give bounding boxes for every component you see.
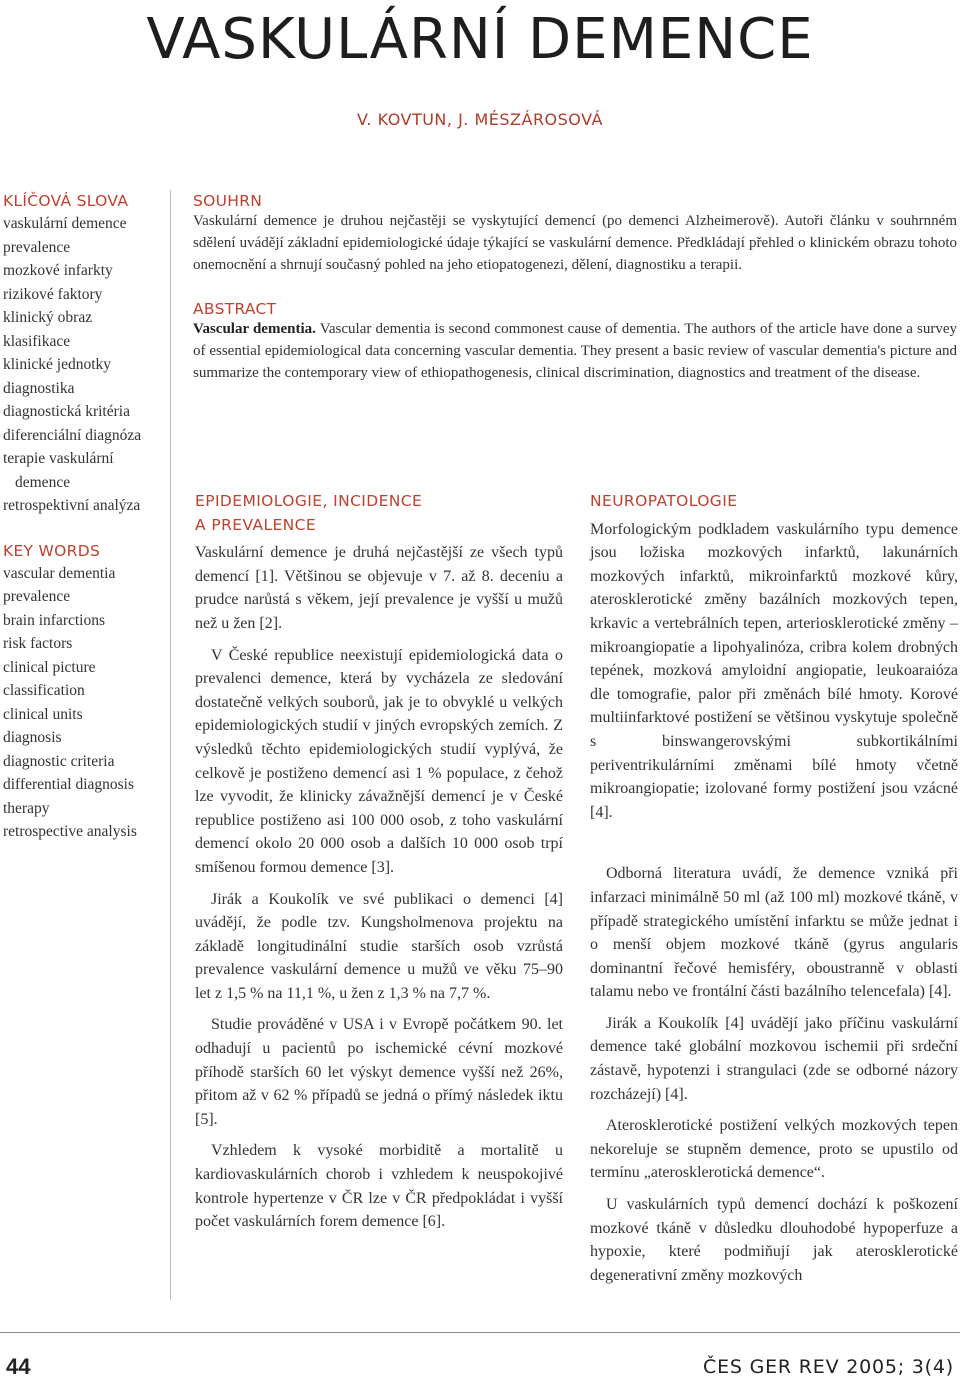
keywords-cz-list (3, 212, 163, 518)
keyword-cz: vaskulární demence (3, 215, 127, 232)
paragraph: Aterosklerotické postižení velkých mozkových tepen nekoreluje se stupněm demence, proto se upustilo od termínu „aterosklerotická demence“. (590, 1117, 958, 1182)
abstract-text (193, 318, 957, 384)
abstract-lead: Vascular dementia. (193, 321, 316, 337)
page-number: 44 (6, 1354, 31, 1379)
paragraph: U vaskulárních typů demencí dochází k poškození mozkové tkáně v důsledku dlouhodobé hypoperfuze a hypoxie, které podmiňují jak aterosklerotické degenerativní změny mozkových (590, 1196, 958, 1284)
keyword-en: brain infarctions (3, 611, 106, 629)
keyword-en: diagnosis (3, 729, 62, 746)
abstract-body: Vascular dementia is second commonest cause of dementia. The authors of the article have done a survey of essential epidemiological data concerning vascular dementia. They present a basic review of vascular dementia's picture and summarize the contemporary view of ethiopathogenesis, clinical discrimination, diagnostics and treatment of the disease. (193, 321, 958, 381)
keyword-en: prevalence (3, 588, 71, 605)
keyword-en: therapy (3, 799, 50, 817)
keyword-cz: rizikové faktory (3, 285, 103, 303)
paragraph: V České republice neexistují epidemiologická data o prevalenci demence, která by vycházela ze sledování dostatečně velkých souborů, jak je to obvyklé u velkých epidemiologických studií v jiných evropských zemích. Z výsledků těchto epidemiologických studií vyplývá, že celkově je postiženo demencí asi 1 % populace, z čehož lze vyvodit, že klinicky závažnější demencí je v České republice postiženo asi 100 000 osob, z toho vaskulární demencí okolo 20 000 osob a dalších 10 000 osob trpí smíšenou formou demence [3]. (195, 646, 563, 876)
keyword-en: diagnostic criteria (3, 752, 115, 770)
keyword-en: classification (3, 682, 85, 699)
paragraph: Odborná literatura uvádí, že demence vzniká při infarzaci minimálně 50 ml (až 100 ml) mozkové tkáně, v případě strategického umístění infarktu se může jednat i o menší objem mozkové tkáně (gyrus angularis dominantní řečové hemisféry, oboustranně v oblasti talamu nebo ve frontální části bazálního telencefala) [4]. (590, 865, 958, 1001)
abstract-heading: ABSTRACT (193, 300, 277, 318)
page-title: VASKULÁRNÍ DEMENCE (146, 7, 814, 72)
keyword-en: vascular dementia (3, 564, 116, 582)
paragraph: Studie prováděné v USA i v Evropě počátkem 90. let odhadují u pacientů po ischemické cévní mozkové příhodě starších 60 let výskyt demence vyšší než 26%, přitom až v 62 % případů se jedná o přímý následek iktu [5]. (195, 1016, 563, 1128)
abstract-block (193, 300, 957, 384)
keywords-sidebar (3, 192, 163, 844)
keyword-en: retrospective analysis (3, 823, 137, 840)
paragraph: Vaskulární demence je druhá nejčastější ze všech typů demencí [1]. Většinou se objevuje v 7. až 8. deceniu a prudce narůstá s věkem, její prevalence je vyšší u mužů než u žen [2]. (195, 544, 563, 632)
paragraph: Vzhledem k vysoké morbiditě a mortalitě u kardiovaskulárních chorob i vzhledem k neuspokojivé kontrole hypertenze v ČR lze v ČR předpokládat i vyšší počet vaskulárních forem demence [6]. (195, 1142, 563, 1231)
neuropatologie-column (590, 490, 958, 1295)
neuropatologie-heading: NEUROPATOLOGIE (590, 492, 738, 510)
authors: V. KOVTUN, J. MÉSZÁROSOVÁ (357, 110, 603, 129)
keyword-cz: prevalence (3, 238, 71, 256)
keyword-cz: diagnostika (3, 379, 75, 397)
keyword-en: clinical picture (3, 658, 96, 676)
keyword-cz: diferenciální diagnóza (3, 426, 142, 444)
keyword-cz: klinické jednotky (3, 356, 112, 373)
paragraph: Jirák a Koukolík ve své publikaci o demenci [4] uvádějí, že podle tzv. Kungsholmenova projektu na základě longitudinální studie starších osob vzrůstá prevalence vaskulární demence u mužů ve věku 75–90 let z 1,5 % na 11,1 %, u žen z 1,3 % na 7,7 %. (195, 890, 563, 1002)
souhrn-text: Vaskulární demence je druhou nejčastěji se vyskytující demencí (po demenci Alzheimerově). Autoři článku v souhrnném sdělení uvádějí základní epidemiologické údaje týkající se vaskulární demence. Předkládají přehled o klinickém obrazu tohoto onemocnění a shrnují současný pohled na jeho etiopatogenezi, dělení, diagnostiku a terapii. (193, 213, 957, 273)
paragraph: Jirák a Koukolík [4] uvádějí jako příčinu vaskulární demence také globální mozkovou ischemii při srdeční zástavě, hypotenzi i strangulaci (zde se odborné názory rozcházejí) [4]. (590, 1014, 958, 1103)
souhrn-heading: SOUHRN (193, 192, 263, 210)
keyword-en: differential diagnosis (3, 776, 135, 793)
column-divider (170, 190, 171, 1300)
keywords-cz-heading: KLÍČOVÁ SLOVA (3, 192, 129, 210)
keyword-cz: diagnostická kritéria (3, 403, 130, 420)
epidemiology-column (195, 490, 563, 1242)
keyword-en: risk factors (3, 635, 73, 652)
keywords-en-list (3, 562, 163, 844)
abstracts-section (193, 192, 957, 384)
epidemiology-heading-line2: A PREVALENCE (195, 515, 317, 534)
paragraph-gap (590, 832, 958, 862)
keyword-cz: terapie vaskulární demence (3, 450, 114, 491)
keyword-cz: mozkové infarkty (3, 262, 113, 279)
epidemiology-heading-line1: EPIDEMIOLOGIE, INCIDENCE (195, 492, 423, 510)
keyword-cz: klasifikace (3, 332, 71, 350)
paragraph: Morfologickým podkladem vaskulárního typu demence jsou ložiska mozkových infarktů, lakunárních mozkových infarktů, mikroinfarktů mozkové kůry, aterosklerotické změny bazálních mozkových tepen, krkavic a vertebrálních tepen, arteriosklerotické změny – mikroangiopatie a lipohyalinóza, cribra kolem drobných tepének, mozková amyloidní angiopatie, leukoaraióza dle tomografie, palor při změnách bílé hmoty. Korové multiinfarktové postižení se většinou vyskytuje společně s binswangerovskými subkortikálními periventrikulárními změnami bílé hmoty včetně mikroangiopatie; izolované formy postižení jsou vzácné [4]. (590, 520, 958, 821)
keyword-cz: retrospektivní analýza (3, 497, 141, 514)
footer-rule (0, 1332, 960, 1333)
epidemiology-heading (195, 490, 563, 537)
keyword-cz: klinický obraz (3, 309, 93, 326)
journal-citation: ČES GER REV 2005; 3(4) (703, 1356, 954, 1378)
keyword-en: clinical units (3, 705, 83, 723)
keywords-en-heading: KEY WORDS (3, 541, 101, 560)
